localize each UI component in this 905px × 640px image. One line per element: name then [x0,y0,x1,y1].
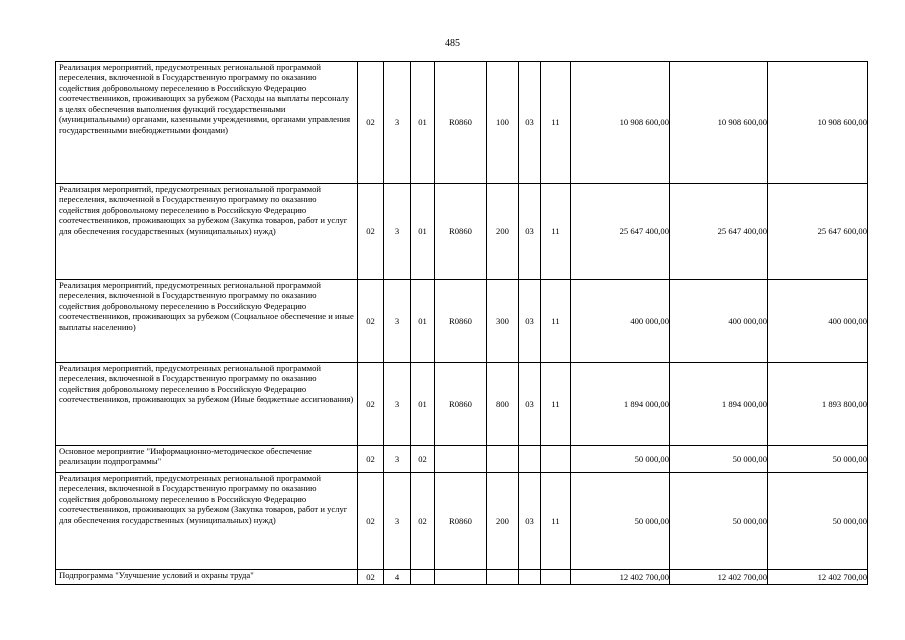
cell-code-4: R0860 [435,62,487,184]
cell-code-2: 3 [384,363,411,446]
cell-code-4: R0860 [435,473,487,570]
cell-code-3 [411,570,435,585]
cell-code-5 [487,570,519,585]
cell-amount-3: 12 402 700,00 [768,570,868,585]
cell-code-4 [435,446,487,473]
cell-amount-2: 12 402 700,00 [670,570,768,585]
cell-code-1: 02 [358,184,384,280]
cell-code-7: 11 [541,473,571,570]
cell-amount-1: 25 647 400,00 [571,184,670,280]
cell-amount-1: 400 000,00 [571,280,670,363]
page-number: 485 [445,38,460,49]
cell-code-5: 100 [487,62,519,184]
row-description: Реализация мероприятий, предусмотренных региональной программой переселения, включенной в Государственную программу по оказанию содействия добровольному переселению в Российскую Федерацию соотечественников, проживающих за рубежом (Закупка товаров, работ и услуг для обеспечения государственных (муниципальных) нужд) [56,184,358,280]
cell-code-4: R0860 [435,184,487,280]
cell-code-6: 03 [519,473,541,570]
cell-code-7: 11 [541,280,571,363]
cell-amount-1: 50 000,00 [571,473,670,570]
table-row [56,446,868,473]
cell-code-6: 03 [519,280,541,363]
cell-code-2: 3 [384,473,411,570]
table-row [56,184,868,280]
cell-code-1: 02 [358,473,384,570]
cell-amount-3: 10 908 600,00 [768,62,868,184]
cell-code-4 [435,570,487,585]
cell-code-1: 02 [358,62,384,184]
table-row [56,62,868,184]
cell-code-5: 200 [487,184,519,280]
table-row [56,363,868,446]
cell-code-6: 03 [519,62,541,184]
row-description: Подпрограмма "Улучшение условий и охраны труда" [56,570,358,585]
cell-code-2: 3 [384,446,411,473]
cell-code-3: 01 [411,184,435,280]
cell-code-3: 01 [411,363,435,446]
row-description: Основное мероприятие "Информационно-методическое обеспечение реализации подпрограммы" [56,446,358,473]
cell-amount-1: 50 000,00 [571,446,670,473]
cell-amount-1: 1 894 000,00 [571,363,670,446]
cell-amount-2: 10 908 600,00 [670,62,768,184]
cell-code-5 [487,446,519,473]
cell-amount-1: 10 908 600,00 [571,62,670,184]
cell-amount-2: 25 647 400,00 [670,184,768,280]
cell-amount-2: 400 000,00 [670,280,768,363]
row-description: Реализация мероприятий, предусмотренных региональной программой переселения, включенной в Государственную программу по оказанию содействия добровольному переселению в Российскую Федерацию соотечественников, проживающих за рубежом (Иные бюджетные ассигнования) [56,363,358,446]
row-description: Реализация мероприятий, предусмотренных региональной программой переселения, включенной в Государственную программу по оказанию содействия добровольному переселению в Российскую Федерацию соотечественников, проживающих за рубежом (Закупка товаров, работ и услуг для обеспечения государственных (муниципальных) нужд) [56,473,358,570]
budget-table [55,61,868,585]
cell-code-1: 02 [358,280,384,363]
cell-code-2: 3 [384,184,411,280]
cell-code-6 [519,570,541,585]
cell-amount-2: 50 000,00 [670,473,768,570]
cell-code-6 [519,446,541,473]
cell-amount-2: 50 000,00 [670,446,768,473]
cell-amount-3: 25 647 600,00 [768,184,868,280]
cell-code-2: 4 [384,570,411,585]
cell-amount-3: 1 893 800,00 [768,363,868,446]
cell-code-3: 01 [411,62,435,184]
cell-amount-2: 1 894 000,00 [670,363,768,446]
cell-code-2: 3 [384,62,411,184]
row-description: Реализация мероприятий, предусмотренных региональной программой переселения, включенной в Государственную программу по оказанию содействия добровольному переселению в Российскую Федерацию соотечественников, проживающих за рубежом (Расходы на выплаты персоналу в целях обеспечения выполнения функций государственными (муниципальными) органами, казенными учреждениями, органами управления государственными внебюджетными фондами) [56,62,358,184]
table-row [56,280,868,363]
cell-code-1: 02 [358,570,384,585]
cell-code-5: 200 [487,473,519,570]
cell-code-3: 02 [411,473,435,570]
table-row [56,473,868,570]
row-description: Реализация мероприятий, предусмотренных региональной программой переселения, включенной в Государственную программу по оказанию содействия добровольному переселению в Российскую Федерацию соотечественников, проживающих за рубежом (Социальное обеспечение и иные выплаты населению) [56,280,358,363]
cell-code-4: R0860 [435,280,487,363]
cell-code-7: 11 [541,363,571,446]
cell-code-3: 02 [411,446,435,473]
table-row [56,570,868,585]
cell-code-5: 300 [487,280,519,363]
cell-amount-1: 12 402 700,00 [571,570,670,585]
cell-code-1: 02 [358,363,384,446]
cell-code-5: 800 [487,363,519,446]
cell-code-1: 02 [358,446,384,473]
cell-code-7 [541,446,571,473]
cell-code-3: 01 [411,280,435,363]
cell-code-4: R0860 [435,363,487,446]
cell-amount-3: 400 000,00 [768,280,868,363]
cell-amount-3: 50 000,00 [768,446,868,473]
cell-amount-3: 50 000,00 [768,473,868,570]
cell-code-7 [541,570,571,585]
cell-code-2: 3 [384,280,411,363]
table-body [56,62,868,585]
cell-code-7: 11 [541,184,571,280]
cell-code-6: 03 [519,184,541,280]
cell-code-6: 03 [519,363,541,446]
cell-code-7: 11 [541,62,571,184]
